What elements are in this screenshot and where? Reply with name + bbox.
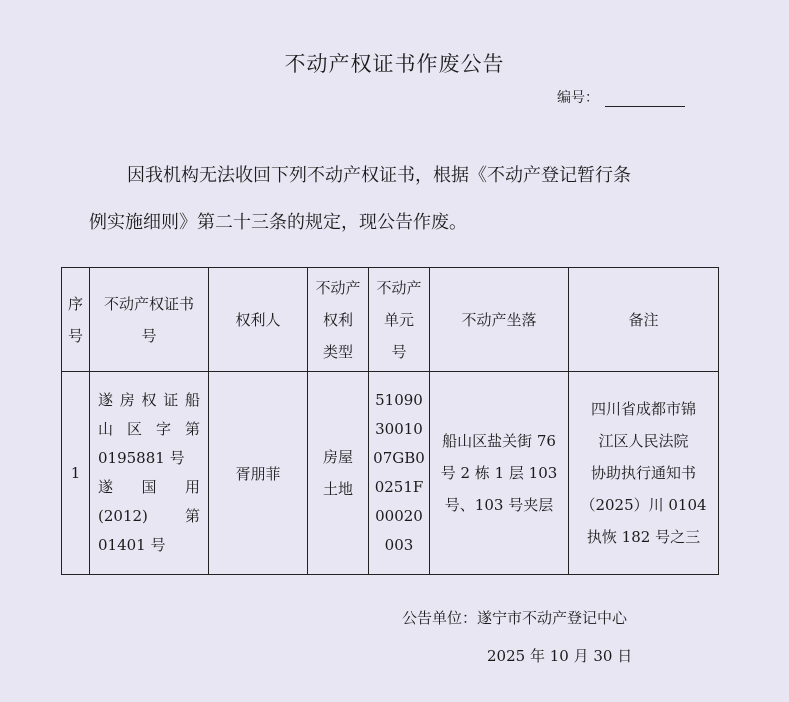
notice-title: 不动产权证书作废公告 bbox=[284, 52, 505, 76]
cert-no-line: (2012) 第 bbox=[98, 507, 200, 525]
location-line: 号、103 号夹层 bbox=[444, 496, 554, 514]
void-certificate-table bbox=[61, 267, 719, 575]
remarks-line: 执恢 182 号之三 bbox=[586, 528, 701, 546]
header-unit-no-line: 不动产 bbox=[376, 278, 422, 297]
unit-no-line: 00020 bbox=[375, 507, 423, 525]
header-seq-line: 序 bbox=[67, 294, 83, 313]
header-remarks: 备注 bbox=[569, 268, 719, 372]
header-right-type bbox=[308, 268, 369, 372]
issue-date: 2025 年 10 月 30 日 bbox=[487, 647, 633, 665]
unit-no-line: 0251F bbox=[374, 478, 424, 496]
right-type-line: 土地 bbox=[322, 480, 353, 498]
unit-no-line: 07GB0 bbox=[373, 449, 425, 467]
header-unit-no bbox=[369, 268, 430, 372]
header-holder: 权利人 bbox=[209, 268, 308, 372]
cert-no-line: 0195881 号 bbox=[98, 449, 185, 467]
cell-unit-no bbox=[369, 372, 430, 575]
remarks-line: 协助执行通知书 bbox=[590, 464, 696, 482]
header-seq bbox=[62, 268, 90, 372]
document-number bbox=[557, 87, 685, 107]
cell-remarks bbox=[569, 372, 719, 575]
header-cert-no bbox=[90, 268, 209, 372]
issuing-organization: 公告单位：遂宁市不动产登记中心 bbox=[402, 609, 628, 627]
header-right-type-line: 类型 bbox=[322, 342, 353, 361]
remarks-line: （2025）川 0104 bbox=[580, 496, 707, 514]
header-right-type-line: 不动产 bbox=[315, 278, 361, 297]
table-row bbox=[62, 372, 719, 575]
notice-body-line-2: 例实施细则》第二十三条的规定，现公告作废。 bbox=[89, 212, 467, 233]
cert-no-line: 01401 号 bbox=[98, 536, 166, 554]
header-right-type-line: 权利 bbox=[322, 310, 353, 329]
location-line: 船山区盐关街 76 bbox=[442, 432, 556, 450]
cell-holder: 胥朋菲 bbox=[209, 372, 308, 575]
cell-location bbox=[430, 372, 569, 575]
header-cert-no-line: 不动产权证书 bbox=[103, 294, 194, 313]
remarks-line: 四川省成都市锦 bbox=[590, 400, 696, 418]
location-line: 号 2 栋 1 层 103 bbox=[440, 464, 558, 482]
header-location: 不动产坐落 bbox=[430, 268, 569, 372]
unit-no-line: 003 bbox=[384, 536, 414, 554]
unit-no-line: 51090 bbox=[375, 391, 423, 409]
cell-right-type bbox=[308, 372, 369, 575]
cell-seq: 1 bbox=[62, 372, 90, 575]
right-type-line: 房屋 bbox=[322, 448, 353, 466]
header-unit-no-line: 单元 bbox=[383, 310, 414, 329]
cert-no-line: 山区字第 bbox=[98, 420, 200, 438]
header-unit-no-line: 号 bbox=[391, 342, 407, 361]
header-seq-line: 号 bbox=[67, 326, 83, 345]
document-number-blank bbox=[605, 92, 685, 107]
notice-body-line-1: 因我机构无法收回下列不动产权证书，根据《不动产登记暂行条 bbox=[127, 165, 631, 186]
cert-no-line: 遂房权证船 bbox=[98, 391, 200, 409]
header-cert-no-line: 号 bbox=[141, 326, 157, 345]
cert-no-line: 遂 国 用 bbox=[98, 478, 200, 496]
table-header-row bbox=[62, 268, 719, 372]
cell-cert-no bbox=[90, 372, 209, 575]
unit-no-line: 30010 bbox=[375, 420, 423, 438]
document-number-label: 编号： bbox=[557, 90, 599, 106]
remarks-line: 江区人民法院 bbox=[598, 432, 689, 450]
